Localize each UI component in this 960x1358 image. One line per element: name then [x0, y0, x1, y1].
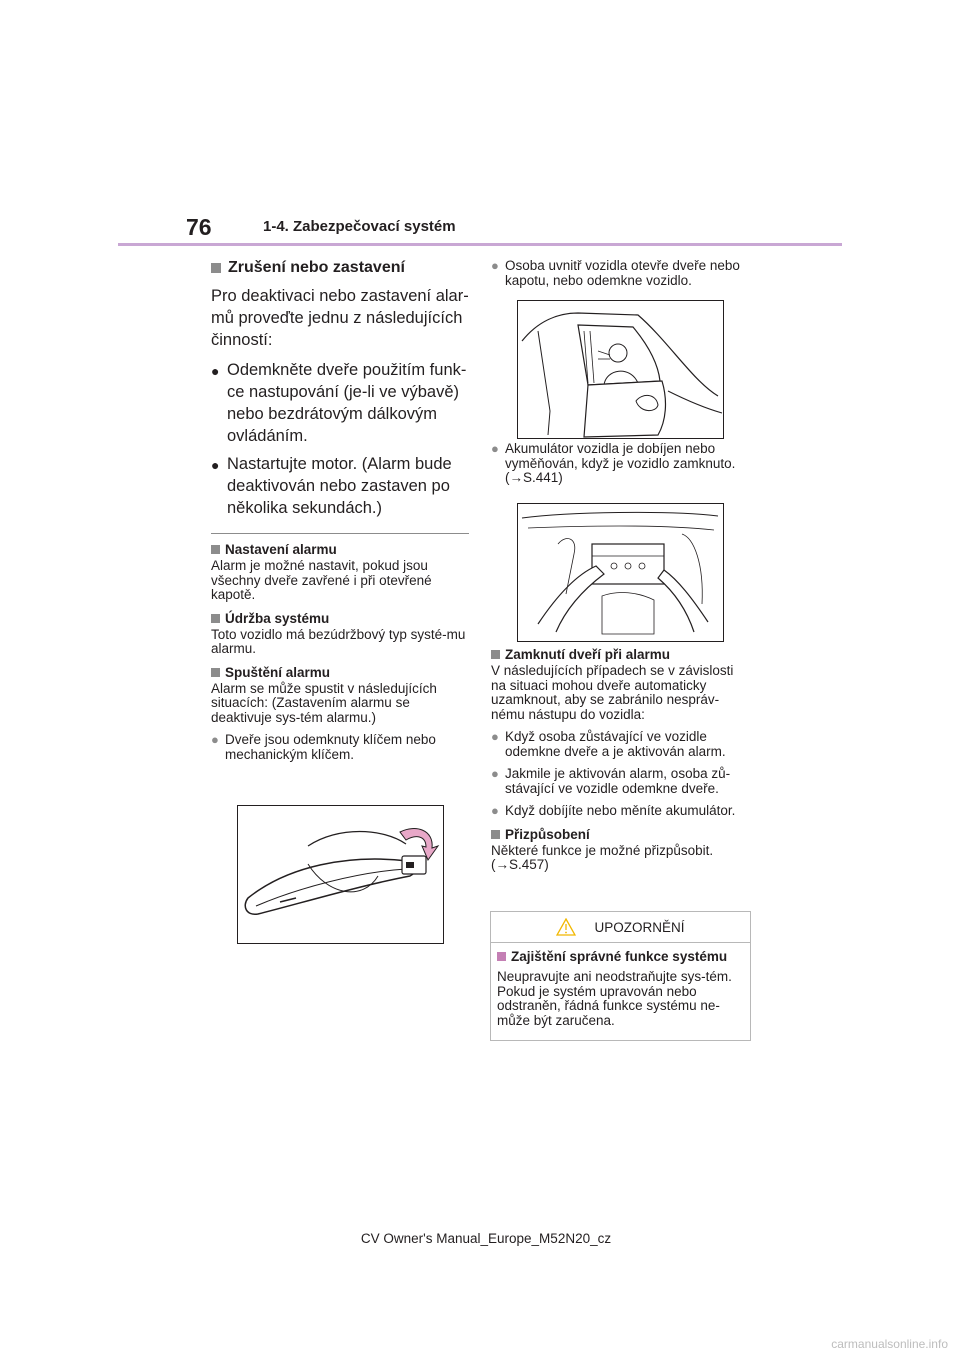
note-text: Alarm je možné nastavit, pokud jsou všechny dveře zavřené i při otevřené kapotě.	[211, 558, 432, 602]
note-heading-text: Spuštění alarmu	[225, 664, 331, 680]
bullet-dot-icon: ●	[491, 441, 499, 456]
watermark: carmanualsonline.info	[831, 1337, 948, 1351]
bullet-dot-icon: ●	[491, 729, 499, 744]
warning-heading-text: Zajištění správné funkce systému	[511, 949, 728, 964]
list-item-text: Osoba uvnitř vozidla otevře dveře nebo kapotu, nebo odemkne vozidlo.	[505, 258, 740, 288]
bullet-dot-icon: ●	[491, 803, 499, 818]
note-heading-text: Údržba systému	[225, 610, 330, 626]
right-column-top	[491, 259, 751, 296]
left-column	[211, 259, 469, 770]
right-column-battery	[491, 442, 751, 494]
note-heading	[211, 611, 469, 626]
square-bullet-icon	[497, 952, 506, 961]
list-item-text: Když dobíjíte nebo měníte akumulátor.	[505, 803, 736, 818]
battery-bullet-text: Akumulátor vozidla je dobíjen nebo vyměňován, když je vozidlo zamknuto.	[505, 441, 736, 471]
deactivate-heading	[211, 259, 469, 277]
battery-illustration	[517, 503, 724, 642]
list-item	[491, 767, 751, 796]
right-column-bottom	[491, 647, 751, 881]
person-in-car-drawing	[518, 301, 723, 438]
list-item	[491, 442, 751, 486]
note-heading	[211, 665, 469, 680]
door-handle-drawing	[238, 806, 443, 943]
list-item-text: Nastartujte motor. (Alarm bude deaktivován nebo zastaven po několika sekundách.)	[227, 455, 452, 517]
bullet-dot-icon: ●	[491, 766, 499, 781]
note-text: Toto vozidlo má bezúdržbový typ systé-mu alarmu.	[211, 626, 466, 656]
footer	[0, 1231, 960, 1246]
page-reference-link[interactable]: (→S.457)	[491, 857, 549, 872]
square-bullet-icon	[211, 545, 220, 554]
square-bullet-icon	[211, 614, 220, 623]
note-heading	[491, 827, 751, 842]
page-number: 76	[186, 214, 212, 240]
note-heading-text: Nastavení alarmu	[225, 542, 337, 557]
note-heading-text: Zamknutí dveří při alarmu	[505, 647, 671, 662]
square-bullet-icon	[211, 263, 221, 273]
note-heading	[491, 647, 751, 662]
warning-header	[491, 912, 750, 943]
bullet-dot-icon: ●	[491, 258, 499, 273]
header-rule	[118, 243, 842, 246]
note-text: Alarm se může spustit v následujících situacích: (Zastavením alarmu se deaktivuje sys-tém alarmu.)	[211, 680, 437, 725]
note-text: V následujících případech se v závislosti na situaci mohou dveře automaticky uzamknout, aby se zabránilo nespráv-nému nástupu do vozidla:	[491, 663, 734, 722]
list-item	[491, 804, 751, 819]
list-item-text	[505, 442, 751, 486]
note-heading	[211, 542, 469, 557]
list-item-text: Když osoba zůstávající ve vozidle odemkne dveře a je aktivován alarm.	[505, 729, 726, 759]
bullet-dot-icon: ●	[211, 732, 219, 747]
bullet-dot-icon: ●	[211, 363, 220, 379]
note-heading-text: Přizpůsobení	[505, 826, 590, 842]
person-in-car-illustration	[517, 300, 724, 439]
door-handle-illustration	[237, 805, 444, 944]
warning-label: UPOZORNĚNÍ	[594, 919, 685, 935]
bullet-dot-icon: ●	[211, 457, 220, 473]
square-bullet-icon	[491, 650, 500, 659]
note-text	[491, 844, 751, 873]
square-bullet-icon	[211, 668, 220, 677]
list-item	[491, 730, 751, 759]
warning-text: Neupravujte ani neodstraňujte sys-tém. Pokud je systém upravován nebo odstraněn, řádná funkce systému ne-může být zaručena.	[497, 969, 732, 1028]
warning-box	[490, 911, 751, 1041]
list-item-text: Jakmile je aktivován alarm, osoba zů-stávající ve vozidle odemkne dveře.	[505, 766, 731, 796]
page-reference-link[interactable]: (→S.441)	[505, 470, 563, 485]
list-item-text: Odemkněte dveře použitím funk-ce nastupování (je-li ve výbavě) nebo bezdrátovým dálkovým ovládáním.	[227, 361, 467, 445]
list-item	[491, 259, 751, 288]
warning-body	[491, 943, 750, 1028]
section-title: 1-4. Zabezpečovací systém	[263, 218, 456, 235]
footer-manual-id: CV Owner's Manual_Europe_M52N20_cz	[360, 1231, 612, 1246]
square-bullet-icon	[491, 830, 500, 839]
deactivate-intro: Pro deaktivaci nebo zastavení alar-mů proveďte jednu z následujících činností:	[211, 287, 469, 349]
list-item	[211, 733, 469, 762]
list-item-text: Dveře jsou odemknuty klíčem nebo mechanickým klíčem.	[225, 732, 436, 762]
customization-text: Některé funkce je možné přizpůsobit.	[491, 842, 714, 858]
list-item	[211, 359, 469, 447]
battery-drawing	[518, 504, 723, 641]
section-divider	[211, 533, 469, 534]
list-item	[211, 453, 469, 519]
warning-triangle-icon	[556, 918, 576, 936]
deactivate-heading-text: Zrušení nebo zastavení	[228, 259, 405, 276]
warning-heading	[497, 949, 744, 964]
